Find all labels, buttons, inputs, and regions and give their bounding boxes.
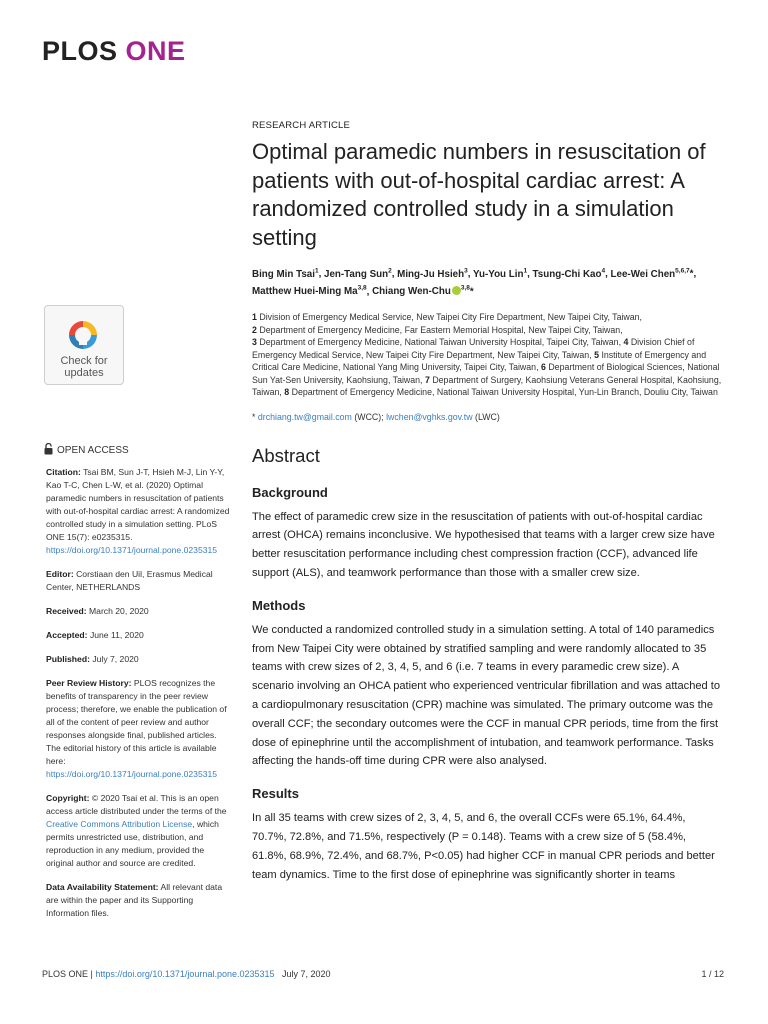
methods-text: We conducted a randomized controlled study in a simulation setting. A total of 140 paramedics from New Taipei City were obtained by stratified sampling and were randomly allocated to 35 teams with crew sizes of 2, 3, 4, 5, and 6 (i.e. 7 teams in every paramedic crew size). A scenario involving an OHCA patient who experienced ventricular fibrillation and was attached to a cardiopulmonary resuscitation (CPR) machine was simulated. The primary outcome was the overall CCF; the secondary outcomes were the CCF in manual CPR periods, time from the first dose of epinephrine until the accomplishment of intubation, and teamwork performance. Tasks affecting the hands-off time during CPR were also analysed.	[252, 623, 721, 768]
results-text: In all 35 teams with crew sizes of 2, 3, 4, 5, and 6, the overall CCFs were 65.1%, 64.4%, 70.7%, 72.8%, and 71.5%, respectively (P = 0.148). Teams with a crew size of 5 (58.4%, 61.8%, 68.9%, 72.4%, and 68.7%, P<0.05) had higher CCF in manual CPR periods and better team dynamics. Time to the first dose of epinephrine was significantly shorter in teams	[252, 812, 715, 881]
received-label: Received:	[46, 606, 87, 616]
affiliation	[252, 312, 642, 322]
author-affiliation-sup: 3	[464, 267, 468, 275]
published-label: Published:	[46, 654, 90, 664]
badge-line-1: Check for	[60, 355, 108, 367]
author[interactable]	[473, 269, 527, 280]
author[interactable]	[611, 269, 690, 280]
author-affiliation-sup: 3,8	[357, 284, 367, 292]
accepted-date	[46, 629, 232, 642]
author-name: Bing Min Tsai	[252, 268, 315, 280]
author-list: Bing Min Tsai$^1$, Jen-Tang Sun$^2$, Ming-Ju Hsieh$^3$, Yu-You Lin$^1$, Tsung-Chi Kao$^4$, Lee-Wei Chen$^{5,6,7}$*, Matthew Huei-Ming Ma$^{3,8}$, Chiang Wen-Chu $^{3,8}$*	[252, 267, 697, 297]
page-footer	[42, 968, 724, 980]
journal-logo[interactable]	[42, 33, 186, 69]
citation-text: Tsai BM, Sun J-T, Hsieh M-J, Lin Y-Y, Kao T-C, Chen L-W, et al. (2020) Optimal paramedic numbers in resuscitation of patients with out-of-hospital cardiac arrest: A randomized controlled study in a simulation setting. PLoS ONE 15(7): e0235315.	[46, 467, 230, 542]
logo-plos: PLOS	[42, 36, 118, 66]
received-text: March 20, 2020	[89, 606, 149, 616]
author-name: Matthew Huei-Ming Ma	[252, 285, 358, 297]
author-affiliation-sup: 5,6,7	[675, 267, 690, 275]
open-access	[44, 443, 224, 458]
affiliation-text: Department of Biological Sciences, National Sun Yat-Sen University, Kaohsiung, Taiwan,	[252, 362, 720, 385]
open-access-label: OPEN ACCESS	[57, 445, 129, 456]
results-heading: Results	[252, 786, 299, 802]
published-text: July 7, 2020	[92, 654, 139, 664]
article-main	[252, 118, 722, 898]
affiliation-text: Division of Emergency Medical Service, New Taipei City Fire Department, New Taipei City, Taiwan,	[259, 311, 643, 322]
author[interactable]	[252, 286, 367, 297]
author[interactable]	[324, 269, 392, 280]
orcid-icon[interactable]	[452, 286, 461, 295]
background-text: The effect of paramedic crew size in the resuscitation of patients with out-of-hospital cardiac arrest (OHCA) remains inconclusive. We hypothesised that teams with a larger crew size have better resuscitation performance including chest compression fraction (CCF), advanced life support (ALS), and teamwork performance than those with a smaller crew size.	[252, 510, 715, 580]
article-metadata-sidebar	[46, 466, 232, 931]
email-link-wcc[interactable]: drchiang.tw@gmail.com	[257, 412, 352, 423]
editor	[46, 568, 232, 594]
affiliation-number: 3	[252, 337, 257, 348]
affiliation-text: Department of Emergency Medicine, National Taiwan University Hospital, Taipei City, Taiwan,	[259, 337, 622, 348]
affiliation-text: Department of Surgery, Kaohsiung Veterans General Hospital, Kaohsiung, Taiwan,	[252, 374, 722, 398]
accepted-label: Accepted:	[46, 630, 88, 640]
license-link[interactable]: Creative Commons Attribution License	[46, 819, 193, 829]
author[interactable]	[372, 286, 470, 297]
affiliation-number: 6	[540, 362, 546, 373]
copyright-text-end: , which permits unrestricted use, distribution, and reproduction in any medium, provided the original author and source are credited.	[46, 819, 219, 868]
footer-date: July 7, 2020	[282, 969, 331, 979]
abstract-heading: Abstract	[252, 444, 320, 466]
copyright-text: © 2020 Tsai et al. This is an open access article distributed under the terms of the	[46, 793, 227, 816]
citation-label: Citation:	[46, 467, 81, 477]
author-name: Yu-You Lin	[473, 268, 524, 280]
peer-review-history	[46, 677, 232, 781]
affiliation-text: Division Chief of Emergency Medical Service, New Taipei City Fire Department, New Taipei City, Taiwan,	[252, 337, 695, 360]
copyright-label: Copyright:	[46, 793, 90, 803]
author-affiliation-sup: 3,8	[460, 284, 470, 292]
author-affiliation-sup: 1	[314, 267, 319, 275]
affiliation-list	[252, 311, 722, 399]
affiliation	[252, 337, 621, 347]
contact-tag-wcc: (WCC);	[351, 412, 387, 423]
author-name: Ming-Ju Hsieh	[397, 268, 465, 280]
contact-tag-lwc: (LWC)	[472, 412, 500, 423]
badge-line-2: updates	[64, 367, 104, 379]
data-availability	[46, 881, 232, 920]
citation-doi-link[interactable]: https://doi.org/10.1371/journal.pone.0235315	[46, 545, 218, 555]
badge-label	[45, 355, 123, 379]
check-for-updates-badge[interactable]	[44, 305, 124, 385]
page-number: 1 / 12	[701, 969, 724, 979]
citation	[46, 466, 232, 557]
affiliation	[252, 325, 623, 335]
article-type: RESEARCH ARTICLE	[252, 120, 351, 131]
peer-review-text: PLOS recognizes the benefits of transparency in the peer review process; therefore, we enable the publication of all of the content of peer review and author responses alongside final, published articles. The editorial history of this article is available here:	[46, 678, 227, 766]
author-name: Lee-Wei Chen	[610, 268, 676, 280]
methods-heading: Methods	[252, 597, 306, 613]
author[interactable]	[252, 269, 319, 280]
affiliation-number: 7	[424, 374, 430, 385]
peer-review-link[interactable]: https://doi.org/10.1371/journal.pone.0235315	[46, 769, 218, 779]
author-affiliation-sup: 4	[601, 267, 606, 275]
peer-review-label: Peer Review History:	[46, 678, 132, 688]
published-date	[46, 653, 232, 666]
email-link-lwc[interactable]: lwchen@vghks.gov.tw	[386, 412, 473, 423]
footer-journal: PLOS ONE |	[42, 969, 96, 979]
editor-label: Editor:	[46, 569, 74, 579]
contact-star: *	[252, 412, 256, 423]
accepted-text: June 11, 2020	[89, 630, 144, 640]
author-name: Chiang Wen-Chu	[372, 285, 451, 297]
corresponding-mark: *	[469, 285, 474, 297]
author[interactable]	[533, 269, 606, 280]
editor-text: Corstiaan den Uil, Erasmus Medical Center, NETHERLANDS	[46, 569, 213, 592]
corresponding-mark: *	[689, 268, 694, 280]
logo-one: ONE	[125, 36, 186, 66]
author-name: Tsung-Chi Kao	[532, 268, 602, 280]
affiliation-text: Department of Emergency Medicine, Far Eastern Memorial Hospital, New Taipei City, Taiwan,	[259, 324, 623, 335]
received-date	[46, 605, 232, 618]
open-lock-icon	[44, 443, 53, 455]
affiliation	[284, 387, 718, 397]
affiliation-text: Institute of Emergency and Critical Care Medicine, National Yang Ming University, Taipei City, Taiwan,	[252, 349, 707, 373]
author-name: Jen-Tang Sun	[324, 268, 389, 280]
affiliation-text: Department of Emergency Medicine, National Taiwan University Hospital, Yun-Lin Branch, Douliu City, Taiwan	[291, 387, 718, 398]
data-availability-text: All relevant data are within the paper and its Supporting Information files.	[46, 882, 223, 918]
background-heading: Background	[252, 484, 328, 500]
check-for-updates-icon	[63, 315, 103, 355]
affiliation-number: 1	[252, 311, 257, 322]
data-availability-label: Data Availability Statement:	[46, 882, 159, 892]
footer-doi-link[interactable]: https://doi.org/10.1371/journal.pone.0235315	[95, 969, 275, 979]
author-affiliation-sup: 1	[523, 267, 528, 275]
author-affiliation-sup: 2	[388, 267, 392, 275]
affiliation-number: 5	[594, 349, 599, 360]
article-title: Optimal paramedic numbers in resuscitation of patients with out-of-hospital cardiac arrest: A randomized controlled study in a simulation setting	[252, 139, 706, 250]
copyright	[46, 792, 232, 870]
corresponding-contact	[252, 411, 722, 424]
affiliation-number: 4	[623, 337, 629, 348]
affiliation-number: 8	[284, 387, 290, 398]
author[interactable]	[397, 269, 468, 280]
affiliation-number: 2	[252, 324, 257, 335]
